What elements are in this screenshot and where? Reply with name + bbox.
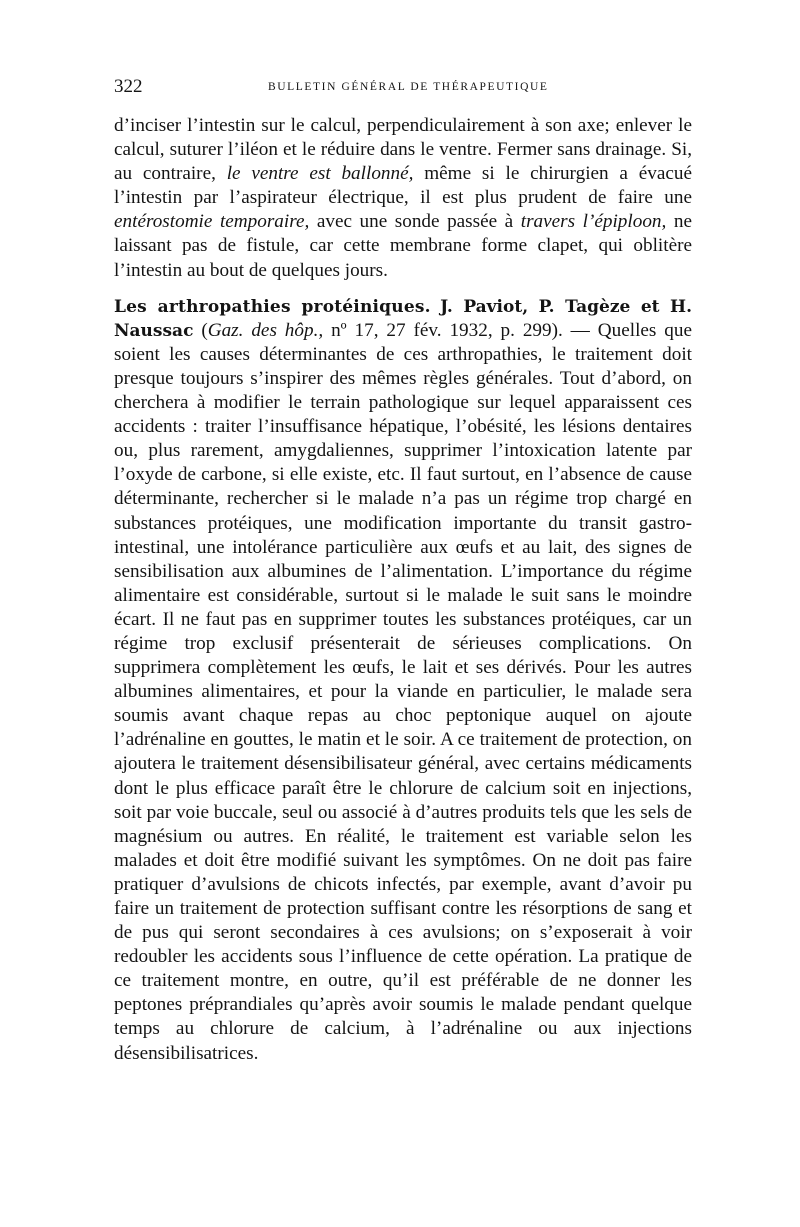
reference-open: ( [193,319,208,341]
page-number: 322 [114,76,143,97]
italic-phrase: travers l’épiploon, [520,211,667,233]
running-head [114,72,692,100]
paragraph-text: ne laissant pas de fistule, car cette membrane forme clapet, qui oblitère l’intestin au bout de quelques jours. [114,211,692,281]
article-title: Les arthropathies protéiniques. [114,296,431,317]
article-authors: J. Paviot, P. Tagèze et H. Naussac [114,296,693,341]
body-text [114,114,692,1066]
paragraph-text: d’inciser l’intestin sur le calcul, perpendiculairement à son axe; enlever le calcul, suturer l’iléon et le réduire dans le ventre. Fermer sans drainage. Si, au contraire, [114,115,692,185]
journal-title: BULLETIN GÉNÉRAL DE THÉRAPEUTIQUE [268,81,549,93]
page [114,72,692,1066]
reference-journal: Gaz. des hôp., [207,319,324,341]
article-abstract [114,295,692,1066]
reference-details: nº 17, 27 fév. 1932, p. 299). — [323,319,598,341]
paragraph-text: avec une sonde passée à [309,211,521,233]
paragraph-text: même si le chirurgien a évacué l’intestin par l’aspirateur électrique, il est plus prudent de faire une [114,163,692,209]
italic-phrase: le ventre est ballonné, [226,163,414,185]
paragraph-continuation [114,114,692,283]
abstract-body: Quelles que soient les causes déterminantes de ces arthropathies, le traitement doit presque toujours s’inspirer des mêmes règles générales. Tout d’abord, on cherchera à modifier le terrain pathologique sur lequel apparaissent ces accidents : traiter l’insuffisance hépatique, l’obésité, les lésions dentaires ou, plus rarement, amygdaliennes, supprimer l’intoxication latente par l’oxyde de carbone, si elle existe, etc. Il faut surtout, en l’absence de cause déterminante, rechercher si le malade n’a pas un régime trop chargé en substances protéiques, une modification importante du transit gastro-intestinal, une intolérance particulière aux œufs et au lait, des signes de sensibilisation aux albumines de l’alimentation. L’importance du régime alimentaire est considérable, surtout si le malade le suit sans le moindre écart. Il ne faut pas en supprimer toutes les substances protéiques, car un régime trop exclusif présenterait de sérieuses complications. On supprimera complètement les œufs, le lait et ses dérivés. Pour les autres albumines alimentaires, et pour la viande en particulier, le malade sera soumis avant chaque repas au choc peptonique auquel on ajoute l’adrénaline en gouttes, le matin et le soir. A ce traitement de protection, on ajoutera le traitement désensibilisateur général, avec certains médicaments dont le plus efficace paraît être le chlorure de calcium soit en injections, soit par voie buccale, seul ou associé à d’autres produits tels que les sels de magnésium ou autres. En réalité, le traitement est variable selon les malades et doit être modifié suivant les symptômes. On ne doit pas faire pratiquer d’avulsions de chicots infectés, par exemple, avant d’avoir pu faire un traitement de protection suffisant contre les résorptions de sang et de pus qui seront secondaires à ces avulsions; on s’exposerait à voir redoubler les accidents sous l’influence de cette opération. La pratique de ce traitement montre, en outre, qu’il est préférable de ne donner les peptones préprandiales qu’après avoir soumis le malade pendant quelque temps au chlorure de calcium, à l’adrénaline ou aux injections désensibilisatrices. [114,319,692,1064]
italic-phrase: entérostomie temporaire, [114,211,310,233]
